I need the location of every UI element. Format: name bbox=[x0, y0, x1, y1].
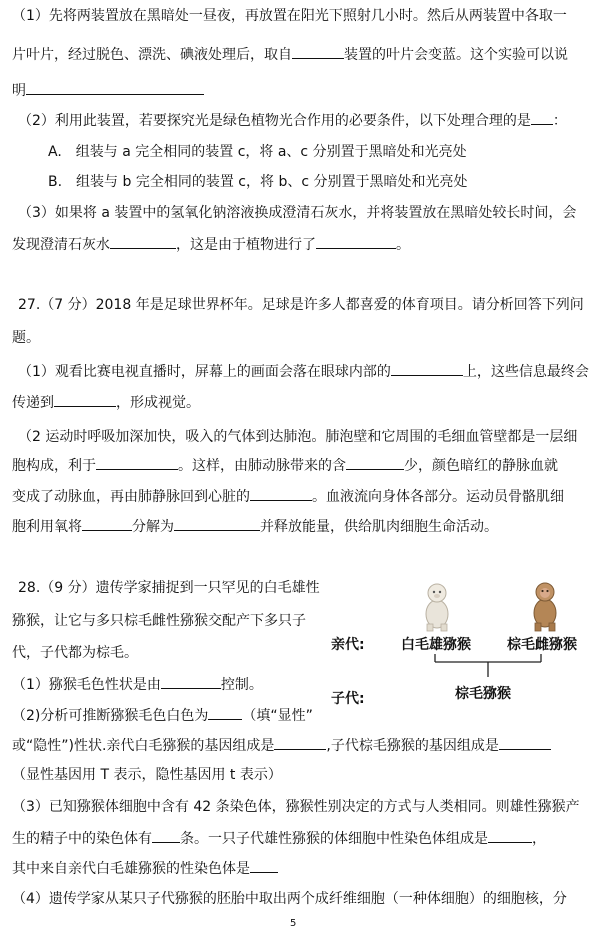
q27-p2-text-a: 胞构成，利于 bbox=[12, 458, 96, 474]
white-male-label: 白毛雄猕猴 bbox=[401, 637, 471, 653]
q26-p3-text-a: 发现澄清石灰水 bbox=[12, 237, 110, 253]
q28-p2-text-c: 或“隐性”)性状.亲代白毛猕猴的基因组成是 bbox=[12, 738, 275, 754]
q28-intro-line3: 代，子代都为棕毛。 bbox=[12, 645, 138, 661]
q27-p2-text-g: 分解为 bbox=[132, 519, 174, 535]
q28-p3-text-a: 生的精子中的染色体有 bbox=[12, 831, 152, 847]
answer-blank[interactable] bbox=[488, 828, 532, 843]
q27-title-line2: 题。 bbox=[12, 330, 40, 346]
q27-p2-line3 bbox=[12, 486, 564, 507]
q28-p2-text-b: （填“显性” bbox=[242, 708, 313, 724]
answer-blank[interactable] bbox=[82, 516, 132, 531]
parent-generation-label: 亲代: bbox=[331, 637, 365, 653]
q26-p1-line2 bbox=[12, 44, 568, 65]
q27-p2-text-d: 变成了动脉血，再由肺静脉回到心脏的 bbox=[12, 489, 250, 505]
answer-blank[interactable] bbox=[346, 455, 404, 470]
q27-p1-text-c: 传递到 bbox=[12, 395, 54, 411]
answer-blank[interactable] bbox=[250, 486, 312, 501]
q28-p1 bbox=[12, 674, 263, 695]
q26-p2-colon: ： bbox=[552, 113, 567, 129]
q28-p3-text-c: ， bbox=[532, 831, 546, 847]
q26-p1-text-a: 片叶片，经过脱色、漂洗、碘液处理后，取自 bbox=[12, 47, 292, 63]
q26-p3-line1: （3）如果将 a 装置中的氢氧化钠溶液换成澄清石灰水，并将装置放在黑暗处较长时间，会 bbox=[18, 205, 577, 221]
q28-p2-line1 bbox=[12, 705, 313, 726]
answer-blank[interactable] bbox=[292, 44, 344, 59]
q26-p1-text-b: 装置的叶片会变蓝。这个实验可以说 bbox=[344, 47, 568, 63]
q28-p3-text-d: 其中来自亲代白毛雄猕猴的性染色体是 bbox=[12, 861, 250, 877]
q28-p3-line3 bbox=[12, 858, 278, 879]
q27-p2-line2 bbox=[12, 455, 558, 476]
brown-female-label: 棕毛雌猕猴 bbox=[507, 637, 577, 653]
q28-p2-text-d: ,子代棕毛猕猴的基因组成是 bbox=[326, 738, 499, 754]
q27-p2-line4 bbox=[12, 516, 498, 537]
answer-blank[interactable] bbox=[96, 455, 178, 470]
q28-p2-text-a: （2)分析可推断猕猴毛色白色为 bbox=[12, 708, 209, 724]
answer-blank[interactable] bbox=[208, 705, 242, 720]
q27-p1-text-a: （1）观看比赛电视直播时，屏幕上的画面会落在眼球内部的 bbox=[18, 364, 391, 380]
q27-title-line1: 27.（7 分）2018 年是足球世界杯年。足球是许多人都喜爱的体育项目。请分析回答下列问 bbox=[18, 297, 584, 313]
q27-p1-text-b: 上，这些信息最终会 bbox=[462, 364, 589, 380]
answer-blank[interactable] bbox=[316, 234, 396, 249]
q28-p4-line1: （4）遗传学家从某只子代猕猴的胚胎中取出两个成纤维细胞（一种体细胞）的细胞核，分 bbox=[12, 891, 567, 907]
answer-blank[interactable] bbox=[391, 361, 463, 376]
answer-blank[interactable] bbox=[54, 392, 116, 407]
brown-offspring-label: 棕毛猕猴 bbox=[455, 686, 511, 702]
answer-blank[interactable] bbox=[161, 674, 221, 689]
q27-p1-line1 bbox=[18, 361, 589, 382]
q27-p1-line2 bbox=[12, 392, 200, 413]
answer-blank[interactable] bbox=[174, 516, 260, 531]
q27-p2-text-e: 。血液流向身体各部分。运动员骨骼肌细 bbox=[312, 489, 564, 505]
q28-p2-line2 bbox=[12, 735, 551, 756]
q26-p1-line1: （1）先将两装置放在黑暗处一昼夜，再放置在阳光下照射几小时。然后从两装置中各取一 bbox=[12, 8, 567, 24]
answer-blank[interactable] bbox=[499, 735, 551, 750]
q27-p2-text-b: 。这样，由肺动脉带来的含 bbox=[178, 458, 346, 474]
q28-p3-text-b: 条。一只子代雄性猕猴的体细胞中性染色体组成是 bbox=[180, 831, 488, 847]
q28-intro-line1: 28.（9 分）遗传学家捕捉到一只罕见的白毛雄性 bbox=[18, 580, 320, 596]
q26-p2-question bbox=[18, 110, 567, 131]
answer-blank[interactable] bbox=[531, 110, 553, 125]
answer-blank[interactable] bbox=[26, 80, 204, 95]
q28-p2-line3: （显性基因用 T 表示，隐性基因用 t 表示） bbox=[12, 767, 282, 783]
answer-blank[interactable] bbox=[250, 858, 278, 873]
answer-blank[interactable] bbox=[274, 735, 326, 750]
q26-p2-text: （2）利用此装置，若要探究光是绿色植物光合作用的必要条件，以下处理合理的是 bbox=[18, 113, 531, 129]
q26-p3-text-c: 。 bbox=[396, 237, 410, 253]
child-generation-label: 子代: bbox=[331, 691, 365, 707]
answer-blank[interactable] bbox=[110, 234, 176, 249]
q27-p2-text-c: 少，颜色暗红的静脉血就 bbox=[404, 458, 558, 474]
q26-p3-line2 bbox=[12, 234, 410, 255]
q26-p1-line3 bbox=[12, 80, 204, 101]
q28-p3-line2 bbox=[12, 828, 546, 849]
q26-option-b: B. 组装与 b 完全相同的装置 c，将 b、c 分别置于黑暗处和光亮处 bbox=[48, 174, 468, 190]
q28-p3-line1: （3）已知猕猴体细胞中含有 42 条染色体，猕猴性别决定的方式与人类相同。则雄性猕猴产 bbox=[12, 799, 580, 815]
page-number: 5 bbox=[290, 918, 297, 929]
q28-p1-text-b: 控制。 bbox=[220, 677, 263, 693]
q26-p3-text-b: ，这是由于植物进行了 bbox=[176, 237, 316, 253]
genetics-diagram bbox=[325, 570, 595, 710]
q27-p1-text-d: ，形成视觉。 bbox=[116, 395, 200, 411]
q27-p2-text-h: 并释放能量，供给肌肉细胞生命活动。 bbox=[260, 519, 498, 535]
q27-p2-text-f: 胞利用氧将 bbox=[12, 519, 82, 535]
q28-p1-text-a: （1）猕猴毛色性状是由 bbox=[12, 677, 161, 693]
q28-intro-line2: 猕猴，让它与多只棕毛雌性猕猴交配产下多只子 bbox=[12, 613, 306, 629]
q26-p1-text-c: 明 bbox=[12, 83, 26, 99]
answer-blank[interactable] bbox=[152, 828, 180, 843]
q27-p2-line1: （2 运动时呼吸加深加快，吸入的气体到达肺泡。肺泡壁和它周围的毛细血管壁都是一层细 bbox=[18, 429, 578, 445]
q26-option-a: A. 组装与 a 完全相同的装置 c，将 a、c 分别置于黑暗处和光亮处 bbox=[48, 144, 467, 160]
